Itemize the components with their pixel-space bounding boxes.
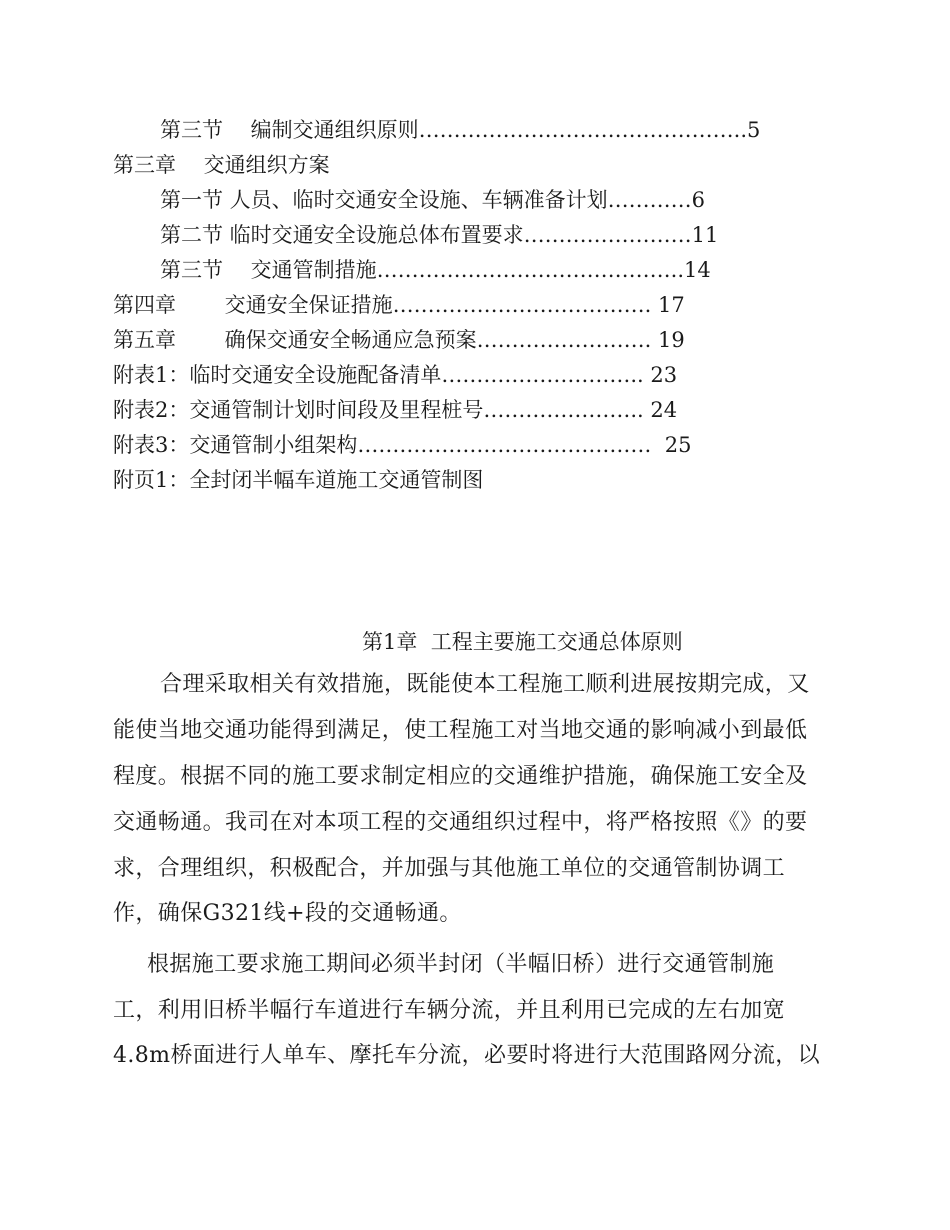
toc-entry-chapter-3[interactable]: 第三章 交通组织方案 <box>113 153 330 177</box>
toc-entry-appendix-page-1[interactable]: 附页1：全封闭半幅车道施工交通管制图 <box>113 468 484 492</box>
paragraph-line: 作，确保G321线+段的交通畅通。 <box>113 901 462 926</box>
paragraph-line: 求，合理组织，积极配合，并加强与其他施工单位的交通管制协调工 <box>113 856 786 881</box>
toc-entry-appendix-table-3[interactable]: 附表3：交通管制小组架构…………………………………… 25 <box>113 433 692 457</box>
toc-entry-appendix-table-2[interactable]: 附表2：交通管制计划时间段及里程桩号………………….. 24 <box>113 398 678 422</box>
toc-entry-section-2-layout[interactable]: 第二节 临时交通安全设施总体布置要求……………………11 <box>160 223 719 247</box>
toc-entry-chapter-5[interactable]: 第五章 确保交通安全畅通应急预案……………………. 19 <box>113 328 685 352</box>
paragraph-line: 根据施工要求施工期间必须半封闭（半幅旧桥）进行交通管制施 <box>147 952 775 977</box>
toc-entry-section-3-control[interactable]: 第三节 交通管制措施……………………………………..14 <box>160 258 711 282</box>
toc-entry-section-3-principles[interactable]: 第三节 编制交通组织原则………………………………………..5 <box>160 118 761 142</box>
paragraph-line: 能使当地交通功能得到满足，使工程施工对当地交通的影响减小到最低 <box>113 718 808 743</box>
toc-entry-chapter-4[interactable]: 第四章 交通安全保证措施………………………………. 17 <box>113 293 685 317</box>
chapter-title: 第1章 工程主要施工交通总体原则 <box>362 630 683 654</box>
paragraph-line: 交通畅通。我司在对本项工程的交通组织过程中，将严格按照《》的要 <box>113 810 808 835</box>
toc-entry-appendix-table-1[interactable]: 附表1：临时交通安全设施配备清单……………………….. 23 <box>113 363 678 387</box>
paragraph-line: 4.8m桥面进行人单车、摩托车分流，必要时将进行大范围路网分流，以 <box>113 1043 821 1068</box>
paragraph-line: 工，利用旧桥半幅行车道进行车辆分流，并且利用已完成的左右加宽 <box>113 998 786 1023</box>
paragraph-line: 程度。根据不同的施工要求制定相应的交通维护措施，确保施工安全及 <box>113 764 808 789</box>
paragraph-line: 合理采取相关有效措施，既能使本工程施工顺利进展按期完成，又 <box>160 672 810 697</box>
toc-entry-section-1-plan[interactable]: 第一节 人员、临时交通安全设施、车辆准备计划…………6 <box>160 188 706 212</box>
